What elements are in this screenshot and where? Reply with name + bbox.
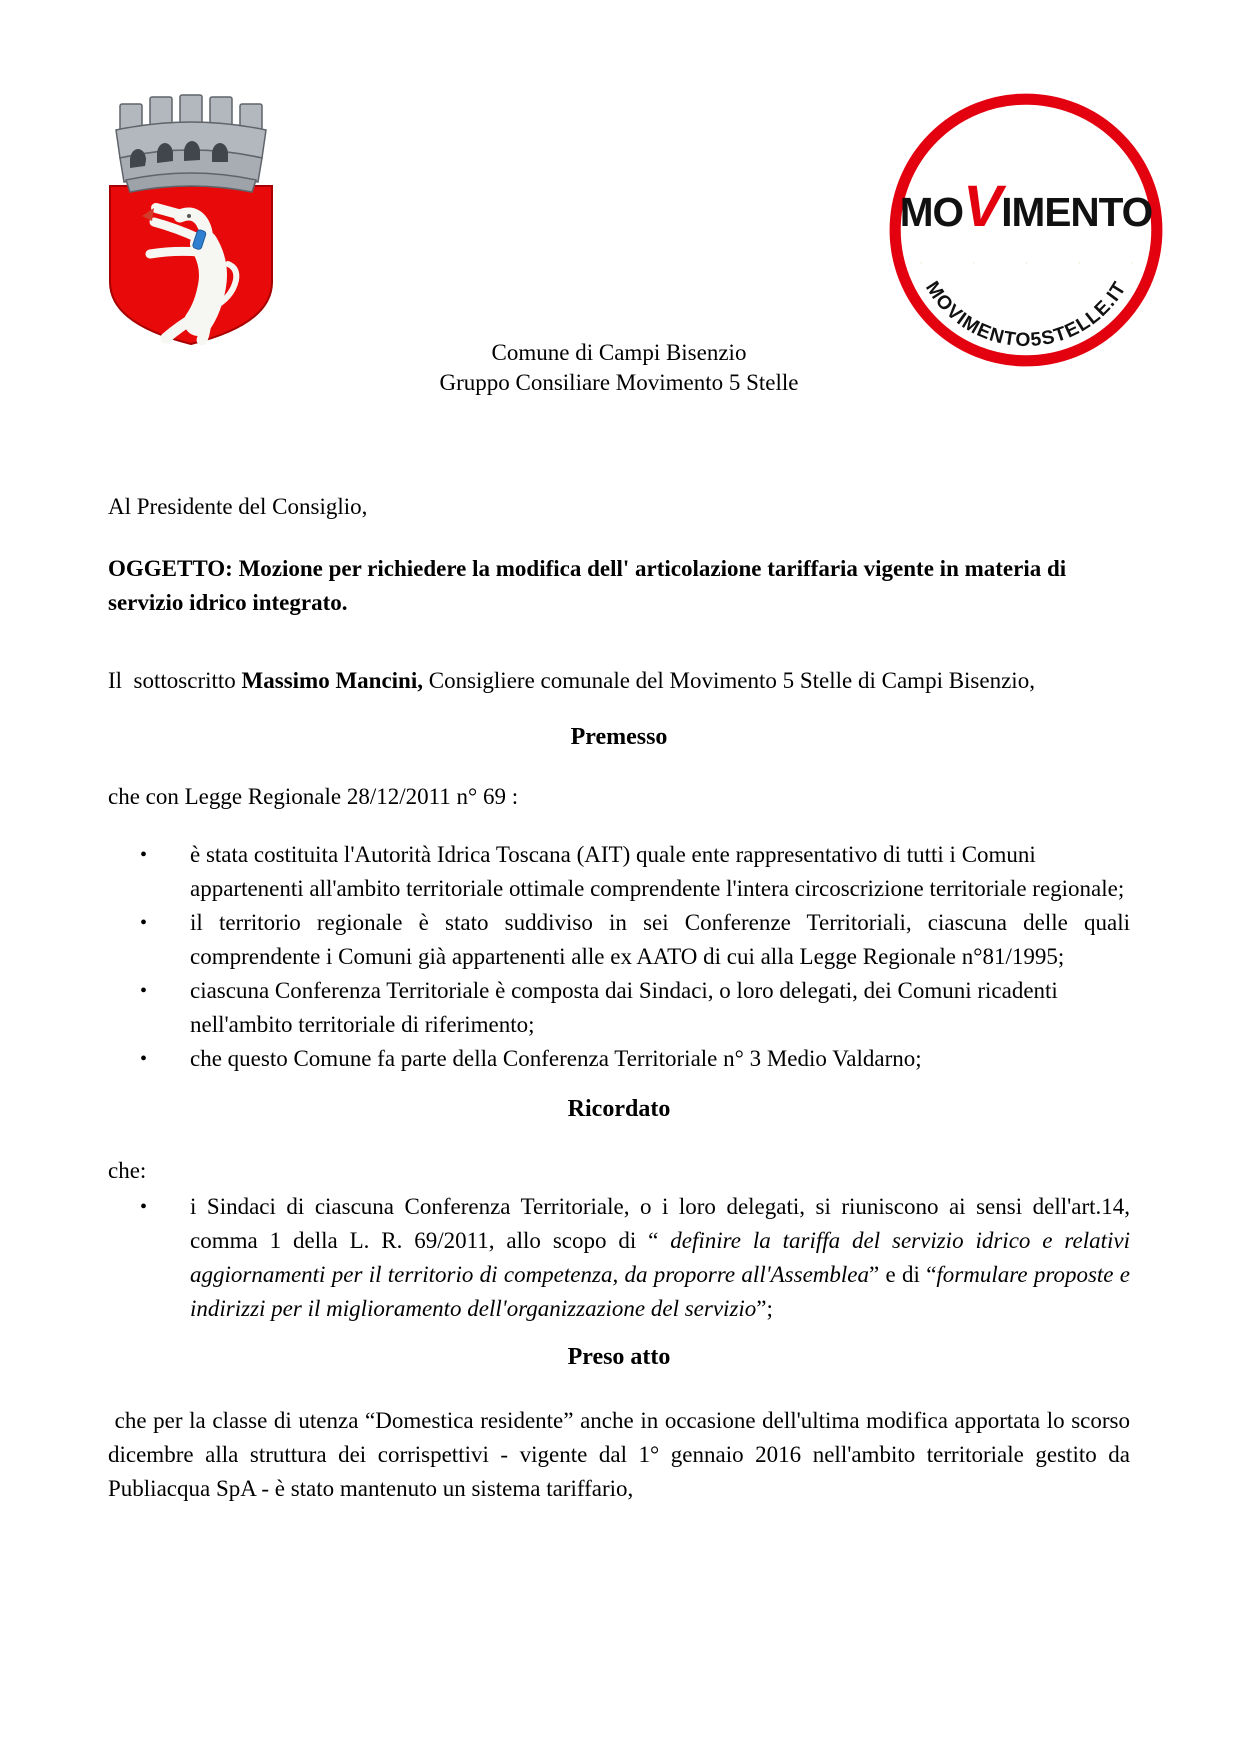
bullet-text: il territorio regionale è stato suddiviso in sei Conferenze Territoriali, ciascuna delle quali comprendente i Comuni già appartenenti alle ex AATO di cui alla Legge Regionale n°81/1995; xyxy=(190,910,1130,969)
bullet-text xyxy=(190,1190,1130,1326)
section-heading-ricordato: Ricordato xyxy=(567,1096,671,1122)
bullet-icon: • xyxy=(140,912,148,934)
organization-header xyxy=(108,338,1130,398)
list-item xyxy=(108,974,1130,1042)
text-run: formulare proposte e indirizzi per il miglioramento dell'organizzazione del servizio xyxy=(190,1262,1130,1321)
list-item xyxy=(108,906,1130,974)
text-run: Consigliere comunale del Movimento 5 Stelle di Campi Bisenzio, xyxy=(422,668,1035,693)
recipient-line: Al Presidente del Consiglio, xyxy=(108,494,368,519)
intro-paragraph xyxy=(108,664,1130,698)
red-v-checkmark: V xyxy=(963,173,1002,239)
text-run: Il sottoscritto xyxy=(108,668,242,693)
bullet-list-ricordato xyxy=(108,1190,1130,1326)
bullet-icon: • xyxy=(140,844,148,866)
list-item xyxy=(108,1190,1130,1326)
bullet-text: è stata costituita l'Autorità Idrica Toscana (AIT) quale ente rappresentativo di tutti i Comuni appartenenti all'ambito territoriale ottimale comprendente l'intera circoscrizione territoriale regionale; xyxy=(190,842,1125,901)
bullet-text: ciascuna Conferenza Territoriale è composta dai Sindaci, o loro delegati, dei Comuni ricadenti nell'ambito territoriale di riferimento; xyxy=(190,978,1058,1037)
m5s-arc-text: MOVIMENTO5STELLE.IT xyxy=(921,277,1131,352)
org-line-2: Gruppo Consiliare Movimento 5 Stelle xyxy=(439,370,799,395)
text-run: Massimo Mancini, xyxy=(241,668,423,693)
preso-atto-paragraph: che per la classe di utenza “Domestica residente” anche in occasione dell'ultima modifica apportata lo scorso dicembre alla struttura dei corrispettivi - vigente dal 1° gennaio 2016 nell'ambito territoriale gestito da Publiacqua SpA - è stato mantenuto un sistema tariffario, xyxy=(108,1408,1136,1501)
premesso-lead: che con Legge Regionale 28/12/2011 n° 69 : xyxy=(108,784,519,809)
org-line-1: Comune di Campi Bisenzio xyxy=(491,340,747,365)
list-item xyxy=(108,1042,1130,1076)
bullet-icon: • xyxy=(140,1048,148,1070)
m5s-wordmark: MOVIMENTO xyxy=(899,173,1153,239)
text-run: definire la tariffa del servizio idrico e relativi aggiornamenti per il territorio di competenza, da proporre all'Assemblea xyxy=(190,1228,1130,1287)
section-heading-preso-atto: Preso atto xyxy=(567,1344,671,1370)
bullet-icon: • xyxy=(140,1196,148,1218)
bullet-text: che questo Comune fa parte della Conferenza Territoriale n° 3 Medio Valdarno; xyxy=(190,1046,922,1071)
text-run: ” e di “ xyxy=(869,1262,937,1287)
bullet-icon: • xyxy=(140,980,148,1002)
text-run: ”; xyxy=(756,1296,773,1321)
list-item xyxy=(108,838,1130,906)
section-heading-premesso: Premesso xyxy=(570,724,668,750)
ricordato-lead: che: xyxy=(108,1158,147,1183)
bullet-list-premesso xyxy=(108,838,1130,1076)
subject-paragraph: OGGETTO: Mozione per richiedere la modifica dell' articolazione tariffaria vigente in materia di servizio idrico integrato. xyxy=(108,556,1078,615)
text-run: i Sindaci di ciascuna Conferenza Territoriale, o i loro delegati, si riuniscono ai sensi dell'art.14, comma 1 della L. R. 69/2011, allo scopo di “ xyxy=(190,1194,1130,1253)
